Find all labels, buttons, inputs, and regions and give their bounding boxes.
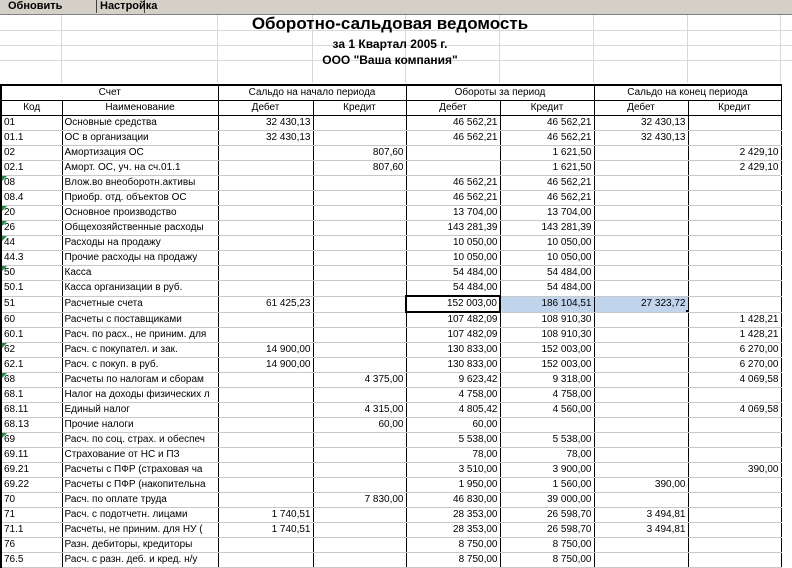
header-name: Наименование — [62, 101, 218, 116]
cell-name[interactable]: Приобр. отд. объектов ОС — [62, 191, 218, 206]
cell-turnover-debit[interactable]: 107 482,09 — [406, 328, 500, 343]
cell-closing-credit[interactable] — [688, 508, 781, 523]
cell-turnover-credit[interactable]: 108 910,30 — [500, 312, 594, 328]
cell-closing-debit[interactable] — [594, 221, 688, 236]
cell-code[interactable]: 60 — [1, 312, 62, 328]
cell-code[interactable]: 69.11 — [1, 448, 62, 463]
cell-closing-credit[interactable] — [688, 281, 781, 297]
cell-closing-credit[interactable] — [688, 296, 781, 312]
cell-closing-debit[interactable] — [594, 343, 688, 358]
cell-code[interactable]: 60.1 — [1, 328, 62, 343]
cell-turnover-debit[interactable]: 8 750,00 — [406, 538, 500, 553]
cell-closing-credit[interactable] — [688, 116, 781, 131]
cell-closing-debit[interactable] — [594, 403, 688, 418]
cell-opening-credit[interactable]: 4 375,00 — [313, 373, 406, 388]
cell-opening-credit[interactable] — [313, 251, 406, 266]
cell-opening-debit[interactable] — [218, 493, 313, 508]
cell-opening-debit[interactable]: 14 900,00 — [218, 343, 313, 358]
cell-turnover-debit[interactable]: 152 003,00 — [406, 296, 500, 312]
error-indicator-icon — [2, 176, 7, 181]
cell-opening-credit[interactable]: 4 315,00 — [313, 403, 406, 418]
cell-code[interactable]: 02 — [1, 146, 62, 161]
cell-closing-credit[interactable] — [688, 553, 781, 568]
cell-name[interactable]: Налог на доходы физических л — [62, 388, 218, 403]
cell-opening-credit[interactable] — [313, 176, 406, 191]
cell-name[interactable]: Разн. дебиторы, кредиторы — [62, 538, 218, 553]
report-period: за 1 Квартал 2005 г. — [332, 37, 448, 51]
cell-name[interactable]: Расходы на продажу — [62, 236, 218, 251]
cell-closing-debit[interactable] — [594, 373, 688, 388]
cell-name[interactable]: Расчетные счета — [62, 296, 218, 312]
cell-turnover-credit[interactable]: 4 560,00 — [500, 403, 594, 418]
cell-opening-credit[interactable] — [313, 463, 406, 478]
cell-turnover-debit[interactable]: 10 050,00 — [406, 236, 500, 251]
cell-code[interactable]: 62 — [1, 343, 62, 358]
cell-turnover-debit[interactable]: 107 482,09 — [406, 312, 500, 328]
table-row — [1, 478, 781, 493]
cell-closing-debit[interactable] — [594, 206, 688, 221]
table-row — [1, 146, 781, 161]
cell-opening-credit[interactable] — [313, 266, 406, 281]
cell-closing-debit[interactable] — [594, 251, 688, 266]
cell-turnover-credit[interactable]: 3 900,00 — [500, 463, 594, 478]
cell-opening-credit[interactable] — [313, 448, 406, 463]
table-row — [1, 508, 781, 523]
cell-closing-debit[interactable] — [594, 161, 688, 176]
cell-code[interactable]: 08.4 — [1, 191, 62, 206]
cell-name[interactable]: Расч. с покупател. и зак. — [62, 343, 218, 358]
cell-turnover-credit[interactable]: 1 621,50 — [500, 146, 594, 161]
table-row — [1, 312, 781, 328]
cell-closing-credit[interactable]: 1 428,21 — [688, 312, 781, 328]
cell-opening-debit[interactable] — [218, 312, 313, 328]
cell-opening-debit[interactable] — [218, 553, 313, 568]
settings-button[interactable]: Настройка — [92, 0, 145, 13]
cell-code[interactable]: 44.3 — [1, 251, 62, 266]
cell-code[interactable]: 44 — [1, 236, 62, 251]
cell-opening-debit[interactable] — [218, 538, 313, 553]
error-indicator-icon — [2, 266, 7, 271]
cell-name[interactable]: Расч. по соц. страх. и обеспеч — [62, 433, 218, 448]
cell-closing-credit[interactable] — [688, 388, 781, 403]
table-row — [1, 553, 781, 568]
cell-code[interactable]: 76 — [1, 538, 62, 553]
cell-opening-credit[interactable]: 60,00 — [313, 418, 406, 433]
cell-turnover-credit[interactable]: 78,00 — [500, 448, 594, 463]
table-row — [1, 403, 781, 418]
error-indicator-icon — [2, 206, 7, 211]
cell-code[interactable]: 68.13 — [1, 418, 62, 433]
cell-closing-credit[interactable] — [688, 251, 781, 266]
table-row — [1, 266, 781, 281]
cell-opening-credit[interactable]: 807,60 — [313, 146, 406, 161]
cell-name[interactable]: Общехозяйственные расходы — [62, 221, 218, 236]
cell-turnover-credit[interactable]: 8 750,00 — [500, 538, 594, 553]
cell-turnover-debit[interactable]: 46 830,00 — [406, 493, 500, 508]
cell-closing-credit[interactable]: 2 429,10 — [688, 146, 781, 161]
cell-name[interactable]: Единый налог — [62, 403, 218, 418]
cell-opening-credit[interactable] — [313, 281, 406, 297]
cell-turnover-credit[interactable]: 26 598,70 — [500, 508, 594, 523]
cell-opening-debit[interactable]: 1 740,51 — [218, 508, 313, 523]
cell-turnover-credit[interactable]: 46 562,21 — [500, 176, 594, 191]
cell-turnover-credit[interactable]: 1 560,00 — [500, 478, 594, 493]
cell-opening-debit[interactable] — [218, 478, 313, 493]
cell-opening-debit[interactable] — [218, 448, 313, 463]
cell-turnover-credit[interactable]: 46 562,21 — [500, 191, 594, 206]
cell-opening-credit[interactable] — [313, 478, 406, 493]
balance-sheet-table — [0, 84, 782, 568]
cell-opening-debit[interactable] — [218, 191, 313, 206]
cell-turnover-credit[interactable]: 46 562,21 — [500, 116, 594, 131]
cell-turnover-debit[interactable]: 9 623,42 — [406, 373, 500, 388]
cell-code[interactable]: 02.1 — [1, 161, 62, 176]
cell-opening-debit[interactable] — [218, 463, 313, 478]
cell-opening-credit[interactable] — [313, 523, 406, 538]
table-row — [1, 191, 781, 206]
cell-name[interactable]: Расчеты с ПФР (страховая ча — [62, 463, 218, 478]
cell-opening-credit[interactable] — [313, 221, 406, 236]
cell-turnover-credit[interactable]: 26 598,70 — [500, 523, 594, 538]
cell-opening-credit[interactable] — [313, 116, 406, 131]
cell-closing-debit[interactable] — [594, 328, 688, 343]
cell-closing-credit[interactable] — [688, 418, 781, 433]
cell-opening-credit[interactable] — [313, 508, 406, 523]
table-row — [1, 388, 781, 403]
cell-opening-credit[interactable] — [313, 328, 406, 343]
cell-closing-debit[interactable] — [594, 553, 688, 568]
cell-closing-credit[interactable] — [688, 221, 781, 236]
cell-opening-debit[interactable]: 14 900,00 — [218, 358, 313, 373]
header-turnover-debit: Дебет — [406, 101, 500, 116]
cell-closing-credit[interactable] — [688, 266, 781, 281]
cell-turnover-debit[interactable]: 8 750,00 — [406, 553, 500, 568]
cell-closing-credit[interactable] — [688, 176, 781, 191]
cell-turnover-credit[interactable]: 39 000,00 — [500, 493, 594, 508]
report-title: Оборотно-сальдовая ведомость — [251, 14, 529, 33]
cell-turnover-debit[interactable]: 28 353,00 — [406, 523, 500, 538]
cell-closing-credit[interactable] — [688, 206, 781, 221]
cell-code[interactable]: 50.1 — [1, 281, 62, 297]
header-opening-debit: Дебет — [218, 101, 313, 116]
cell-closing-debit[interactable] — [594, 418, 688, 433]
table-row — [1, 206, 781, 221]
cell-code[interactable]: 62.1 — [1, 358, 62, 373]
cell-closing-debit[interactable] — [594, 538, 688, 553]
cell-code[interactable]: 69.21 — [1, 463, 62, 478]
table-row — [1, 116, 781, 131]
refresh-button[interactable]: Обновить — [0, 0, 97, 13]
cell-turnover-debit[interactable]: 1 950,00 — [406, 478, 500, 493]
cell-closing-credit[interactable] — [688, 236, 781, 251]
cell-turnover-debit[interactable]: 46 562,21 — [406, 131, 500, 146]
table-row — [1, 538, 781, 553]
cell-turnover-credit[interactable]: 143 281,39 — [500, 221, 594, 236]
cell-closing-credit[interactable] — [688, 478, 781, 493]
cell-turnover-debit[interactable]: 78,00 — [406, 448, 500, 463]
header-closing-debit: Дебет — [594, 101, 688, 116]
header-row-groups — [1, 85, 781, 101]
cell-turnover-debit[interactable]: 130 833,00 — [406, 343, 500, 358]
cell-turnover-debit[interactable]: 4 805,42 — [406, 403, 500, 418]
cell-code[interactable]: 68.1 — [1, 388, 62, 403]
cell-name[interactable]: Расч. по оплате труда — [62, 493, 218, 508]
cell-name[interactable]: Касса — [62, 266, 218, 281]
cell-closing-debit[interactable]: 3 494,81 — [594, 508, 688, 523]
cell-closing-debit[interactable] — [594, 493, 688, 508]
error-indicator-icon — [2, 433, 7, 438]
table-row — [1, 251, 781, 266]
cell-turnover-credit[interactable]: 4 758,00 — [500, 388, 594, 403]
table-row — [1, 463, 781, 478]
cell-turnover-debit[interactable]: 28 353,00 — [406, 508, 500, 523]
cell-opening-credit[interactable] — [313, 191, 406, 206]
cell-closing-debit[interactable] — [594, 191, 688, 206]
cell-opening-debit[interactable] — [218, 433, 313, 448]
header-closing-balance: Сальдо на конец периода — [594, 85, 781, 101]
cell-closing-debit[interactable] — [594, 236, 688, 251]
table-row — [1, 433, 781, 448]
cell-turnover-credit[interactable] — [500, 418, 594, 433]
table-row — [1, 448, 781, 463]
cell-name[interactable]: Расчеты по налогам и сборам — [62, 373, 218, 388]
cell-code[interactable]: 51 — [1, 296, 62, 312]
error-indicator-icon — [2, 343, 7, 348]
table-row — [1, 373, 781, 388]
cell-turnover-debit[interactable]: 4 758,00 — [406, 388, 500, 403]
cell-opening-debit[interactable] — [218, 373, 313, 388]
cell-closing-credit[interactable] — [688, 523, 781, 538]
cell-opening-credit[interactable] — [313, 206, 406, 221]
cell-turnover-debit[interactable]: 46 562,21 — [406, 176, 500, 191]
header-account: Счет — [1, 85, 218, 101]
table-row — [1, 523, 781, 538]
cell-turnover-debit[interactable]: 5 538,00 — [406, 433, 500, 448]
cell-closing-credit[interactable]: 6 270,00 — [688, 343, 781, 358]
table-row — [1, 131, 781, 146]
cell-closing-credit[interactable]: 4 069,58 — [688, 373, 781, 388]
cell-closing-credit[interactable] — [688, 191, 781, 206]
cell-code[interactable]: 50 — [1, 266, 62, 281]
cell-closing-debit[interactable] — [594, 312, 688, 328]
header-opening-credit: Кредит — [313, 101, 406, 116]
cell-opening-debit[interactable]: 1 740,51 — [218, 523, 313, 538]
cell-closing-debit[interactable] — [594, 176, 688, 191]
header-code: Код — [1, 101, 62, 116]
header-closing-credit: Кредит — [688, 101, 781, 116]
cell-name[interactable]: Расч. с покуп. в руб. — [62, 358, 218, 373]
cell-closing-debit[interactable] — [594, 463, 688, 478]
cell-closing-credit[interactable]: 6 270,00 — [688, 358, 781, 373]
cell-opening-debit[interactable] — [218, 266, 313, 281]
cell-name[interactable]: Основные средства — [62, 116, 218, 131]
cell-closing-credit[interactable] — [688, 433, 781, 448]
cell-turnover-credit[interactable]: 8 750,00 — [500, 553, 594, 568]
cell-name[interactable]: Касса организации в руб. — [62, 281, 218, 297]
cell-closing-credit[interactable]: 390,00 — [688, 463, 781, 478]
header-opening-balance: Сальдо на начало периода — [218, 85, 406, 101]
cell-closing-credit[interactable]: 2 429,10 — [688, 161, 781, 176]
cell-opening-debit[interactable] — [218, 328, 313, 343]
cell-opening-debit[interactable] — [218, 418, 313, 433]
header-turnover-credit: Кредит — [500, 101, 594, 116]
cell-opening-debit[interactable] — [218, 221, 313, 236]
cell-opening-credit[interactable]: 7 830,00 — [313, 493, 406, 508]
cell-closing-credit[interactable] — [688, 538, 781, 553]
cell-turnover-credit[interactable]: 10 050,00 — [500, 236, 594, 251]
cell-code[interactable]: 20 — [1, 206, 62, 221]
cell-turnover-debit[interactable]: 10 050,00 — [406, 251, 500, 266]
cell-turnover-credit[interactable]: 10 050,00 — [500, 251, 594, 266]
cell-closing-debit[interactable] — [594, 388, 688, 403]
cell-code[interactable]: 08 — [1, 176, 62, 191]
cell-closing-credit[interactable]: 4 069,58 — [688, 403, 781, 418]
cell-code[interactable]: 71.1 — [1, 523, 62, 538]
cell-closing-debit[interactable]: 32 430,13 — [594, 131, 688, 146]
header-turnover: Обороты за период — [406, 85, 594, 101]
cell-name[interactable]: Расч. с подотчетн. лицами — [62, 508, 218, 523]
cell-turnover-credit[interactable]: 186 104,51 — [500, 296, 594, 312]
cell-code[interactable]: 76.5 — [1, 553, 62, 568]
table-row — [1, 236, 781, 251]
cell-opening-credit[interactable] — [313, 433, 406, 448]
cell-turnover-debit[interactable]: 60,00 — [406, 418, 500, 433]
cell-turnover-debit[interactable] — [406, 146, 500, 161]
cell-opening-credit[interactable] — [313, 343, 406, 358]
cell-turnover-credit[interactable]: 13 704,00 — [500, 206, 594, 221]
cell-closing-debit[interactable] — [594, 266, 688, 281]
cell-name[interactable]: Страхование от НС и ПЗ — [62, 448, 218, 463]
cell-turnover-credit[interactable]: 54 484,00 — [500, 281, 594, 297]
cell-turnover-debit[interactable]: 130 833,00 — [406, 358, 500, 373]
cell-name[interactable]: Расчеты с поставщиками — [62, 312, 218, 328]
cell-name[interactable]: Прочие расходы на продажу — [62, 251, 218, 266]
cell-opening-credit[interactable] — [313, 358, 406, 373]
cell-opening-debit[interactable] — [218, 206, 313, 221]
cell-turnover-credit[interactable]: 1 621,50 — [500, 161, 594, 176]
cell-closing-debit[interactable]: 390,00 — [594, 478, 688, 493]
table-row — [1, 418, 781, 433]
cell-opening-debit[interactable] — [218, 146, 313, 161]
cell-turnover-credit[interactable]: 108 910,30 — [500, 328, 594, 343]
cell-turnover-debit[interactable] — [406, 161, 500, 176]
cell-opening-credit[interactable] — [313, 538, 406, 553]
cell-turnover-credit[interactable]: 152 003,00 — [500, 358, 594, 373]
table-row — [1, 176, 781, 191]
table-row — [1, 328, 781, 343]
cell-closing-debit[interactable] — [594, 281, 688, 297]
cell-code[interactable]: 68 — [1, 373, 62, 388]
cell-opening-debit[interactable] — [218, 251, 313, 266]
cell-opening-debit[interactable]: 32 430,13 — [218, 116, 313, 131]
cell-code[interactable]: 01 — [1, 116, 62, 131]
cell-turnover-credit[interactable]: 54 484,00 — [500, 266, 594, 281]
cell-code[interactable]: 68.11 — [1, 403, 62, 418]
cell-opening-credit[interactable]: 807,60 — [313, 161, 406, 176]
cell-code[interactable]: 01.1 — [1, 131, 62, 146]
cell-closing-credit[interactable]: 1 428,21 — [688, 328, 781, 343]
cell-name[interactable]: Аморт. ОС, уч. на сч.01.1 — [62, 161, 218, 176]
cell-code[interactable]: 71 — [1, 508, 62, 523]
cell-closing-debit[interactable]: 27 323,72 — [594, 296, 688, 312]
toolbar — [0, 0, 792, 15]
cell-turnover-debit[interactable]: 143 281,39 — [406, 221, 500, 236]
cell-opening-debit[interactable] — [218, 388, 313, 403]
cell-turnover-debit[interactable]: 13 704,00 — [406, 206, 500, 221]
cell-name[interactable]: Расч. по расх., не приним. для — [62, 328, 218, 343]
cell-closing-debit[interactable]: 32 430,13 — [594, 116, 688, 131]
cell-closing-debit[interactable] — [594, 358, 688, 373]
table-row — [1, 221, 781, 236]
cell-name[interactable]: Расч. с разн. деб. и кред. н/у — [62, 553, 218, 568]
table-row — [1, 493, 781, 508]
cell-turnover-credit[interactable]: 5 538,00 — [500, 433, 594, 448]
table-row — [1, 343, 781, 358]
cell-opening-debit[interactable]: 32 430,13 — [218, 131, 313, 146]
cell-opening-debit[interactable] — [218, 161, 313, 176]
cell-name[interactable]: Основное производство — [62, 206, 218, 221]
cell-name[interactable]: Расчеты с ПФР (накопительна — [62, 478, 218, 493]
cell-turnover-credit[interactable]: 9 318,00 — [500, 373, 594, 388]
cell-closing-debit[interactable]: 3 494,81 — [594, 523, 688, 538]
cell-turnover-credit[interactable]: 152 003,00 — [500, 343, 594, 358]
cell-code[interactable]: 26 — [1, 221, 62, 236]
cell-turnover-debit[interactable]: 46 562,21 — [406, 116, 500, 131]
company-name: ООО "Ваша компания" — [322, 53, 458, 67]
error-indicator-icon — [2, 373, 7, 378]
cell-closing-credit[interactable] — [688, 448, 781, 463]
cell-opening-debit[interactable]: 61 425,23 — [218, 296, 313, 312]
error-indicator-icon — [2, 221, 7, 226]
cell-name[interactable]: Расчеты, не приним. для НУ ( — [62, 523, 218, 538]
table-row — [1, 358, 781, 373]
cell-code[interactable]: 69.22 — [1, 478, 62, 493]
cell-opening-debit[interactable] — [218, 236, 313, 251]
cell-opening-debit[interactable] — [218, 281, 313, 297]
cell-closing-debit[interactable] — [594, 146, 688, 161]
cell-opening-credit[interactable] — [313, 388, 406, 403]
cell-code[interactable]: 69 — [1, 433, 62, 448]
table-row — [1, 296, 781, 312]
cell-opening-credit[interactable] — [313, 131, 406, 146]
cell-turnover-debit[interactable]: 3 510,00 — [406, 463, 500, 478]
cell-opening-credit[interactable] — [313, 312, 406, 328]
cell-turnover-credit[interactable]: 46 562,21 — [500, 131, 594, 146]
error-indicator-icon — [2, 236, 7, 241]
cell-closing-debit[interactable] — [594, 433, 688, 448]
cell-opening-credit[interactable] — [313, 553, 406, 568]
cell-closing-credit[interactable] — [688, 131, 781, 146]
cell-name[interactable]: Амортизация ОС — [62, 146, 218, 161]
cell-code[interactable]: 70 — [1, 493, 62, 508]
cell-opening-credit[interactable] — [313, 236, 406, 251]
cell-closing-debit[interactable] — [594, 448, 688, 463]
cell-turnover-debit[interactable]: 54 484,00 — [406, 266, 500, 281]
cell-opening-debit[interactable] — [218, 403, 313, 418]
cell-opening-debit[interactable] — [218, 176, 313, 191]
cell-turnover-debit[interactable]: 46 562,21 — [406, 191, 500, 206]
cell-closing-credit[interactable] — [688, 493, 781, 508]
cell-name[interactable]: Влож.во внеоборотн.активы — [62, 176, 218, 191]
table-row — [1, 161, 781, 176]
cell-opening-credit[interactable] — [313, 296, 406, 312]
header-row-columns — [1, 101, 781, 116]
table-row — [1, 281, 781, 297]
cell-turnover-debit[interactable]: 54 484,00 — [406, 281, 500, 297]
cell-name[interactable]: Прочие налоги — [62, 418, 218, 433]
cell-name[interactable]: ОС в организации — [62, 131, 218, 146]
